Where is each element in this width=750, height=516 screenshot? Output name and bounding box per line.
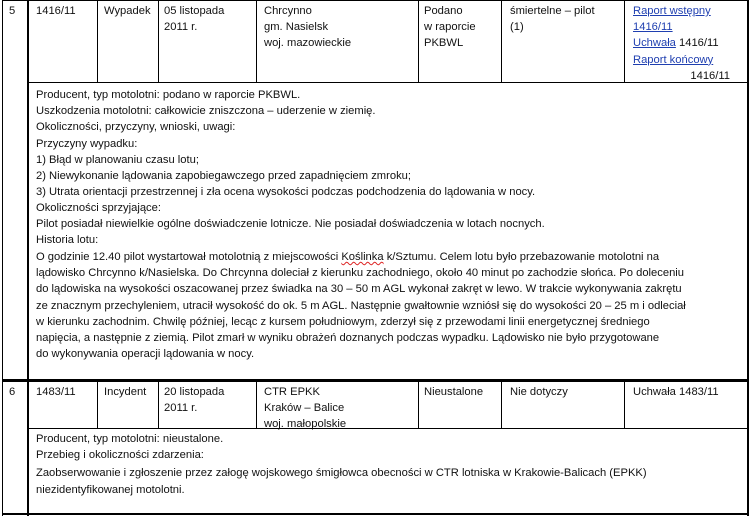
history-text: O godzinie 12.40 pilot wystartował motolotnią z miejscowości — [36, 251, 342, 263]
col-divider — [501, 0, 502, 83]
row6-summary-bottom-rule — [27, 428, 748, 429]
col-divider — [418, 0, 419, 83]
row5-detail-line: 2) Niewykonanie lądowania zapobiegawczego przed zapadnięciem zmroku; — [36, 170, 411, 182]
history-place: Koślinka — [341, 251, 384, 263]
row6-rodzaj: Incydent — [104, 386, 147, 398]
col-divider — [158, 380, 159, 429]
row5-przyczyna: Podano w raporcie PKBWL — [424, 5, 476, 50]
history-line — [36, 249, 659, 265]
col-divider — [97, 0, 98, 83]
uchwala-line — [633, 35, 730, 51]
row5-rodzaj: Wypadek — [104, 5, 151, 17]
history-line: napięcia, a następnie z ziemią. Pilot zmarł w wyniku obrażeń doznanych podczas wypadku. Lądowisko nie było przygotowane — [36, 332, 660, 344]
table-border-left — [2, 0, 3, 516]
row5-data: 05 listopada 2011 r. — [164, 5, 225, 34]
row5-nr: 1416/11 — [36, 5, 76, 17]
history-line: do wykonywania operacji lądowania w nocy. — [36, 348, 255, 360]
row5-miejsce: Chrcynno gm. Nasielsk woj. mazowieckie — [264, 5, 352, 50]
row5-detail-line: Historia lotu: — [36, 234, 99, 246]
row5-detail-line: Przyczyny wypadku: — [36, 138, 138, 150]
history-line: lądowisko Chrcynno k/Nasielska. Do Chrcynna doleciał z kierunku zachodniego, około 40 minut po zachodzie słońca. Po doleceniu — [36, 267, 684, 279]
history-line: w kierunku zachodnim. Chwilę później, lecąc z kursem południowym, zderzył się z przewodami linii energetycznej średniego — [36, 316, 650, 328]
table-border-bottom — [2, 513, 748, 515]
row6-detail-line: niezidentyfikowanej motolotni. — [36, 484, 185, 496]
row5-detail-line: Okoliczności sprzyjające: — [36, 202, 161, 214]
row5-dokumenty — [633, 3, 730, 84]
history-text: k/Sztumu. Celem lotu było przebazowanie motolotni na — [383, 251, 660, 263]
lp-column-divider — [27, 0, 29, 516]
col-divider — [256, 380, 257, 429]
col-divider — [256, 0, 257, 83]
col-divider — [418, 380, 419, 429]
col-divider — [158, 0, 159, 83]
row5-detail-line: Uszkodzenia motolotni: całkowicie zniszczona – uderzenie w ziemię. — [36, 105, 376, 117]
row6-uchwala: Uchwała 1483/11 — [633, 386, 719, 398]
row5-detail-line: Okoliczności, przyczyny, wnioski, uwagi: — [36, 121, 236, 133]
row6-detail-line: Producent, typ motolotni: nieustalone. — [36, 433, 224, 445]
col-divider — [97, 380, 98, 429]
row6-data: 20 listopada 2011 r. — [164, 386, 225, 415]
uchwala-number: 1416/11 — [675, 37, 719, 50]
row6-nr: 1483/11 — [36, 386, 76, 398]
row6-obrazenia: Nie dotyczy — [510, 386, 568, 398]
raport-koncowy-link[interactable]: Raport końcowy — [633, 53, 714, 66]
row6-detail-line: Przebieg i okoliczności zdarzenia: — [36, 449, 204, 461]
uchwala-link[interactable]: Uchwała — [633, 37, 676, 50]
col-divider — [624, 380, 625, 429]
history-line: ze znacznym przechyleniem, utracił wysokość do ok. 5 m AGL. Następnie gwałtownie wzniósł się do wysokości 20 – 25 m i odleciał — [36, 300, 686, 312]
table-border-top — [2, 0, 748, 1]
row5-detail-line: 1) Błąd w planowaniu czasu lotu; — [36, 154, 199, 166]
history-line: do lądowiska na wysokości oszacowanej przez świadka na 30 – 50 m AGL wykonał zakręt w lewo. W trakcie wykonywania zakrętu — [36, 283, 682, 295]
row5-lp: 5 — [9, 5, 16, 17]
row5-detail-line: Producent, typ motolotni: podano w raporcie PKBWL. — [36, 89, 301, 101]
row6-miejsce: CTR EPKK Kraków – Balice woj. małopolskie — [264, 386, 347, 431]
row6-przyczyna: Nieustalone — [424, 386, 484, 398]
col-divider — [501, 380, 502, 429]
row5-detail-line: Pilot posiadał niewielkie ogólne doświadczenie lotnicze. Nie posiadał doświadczenia w lotach nocnych. — [36, 218, 545, 230]
raport-koncowy-number: 1416/11 — [690, 69, 730, 82]
row6-lp: 6 — [9, 386, 16, 398]
row6-detail-line: Zaobserwowanie i zgłoszenie przez załogę wojskowego śmigłowca obecności w CTR lotniska w Krakowie-Balicach (EPKK) — [36, 467, 647, 479]
raport-wstepny-link[interactable]: Raport wstępny 1416/11 — [633, 5, 711, 34]
row5-obrazenia: śmiertelne – pilot (1) — [510, 5, 595, 34]
table-border-right — [747, 0, 749, 516]
col-divider — [624, 0, 625, 83]
row5-detail-line: 3) Utrata orientacji przestrzennej i zła ocena wysokości podczas podchodzenia do lądowania w nocy. — [36, 186, 536, 198]
row-separator — [2, 379, 748, 382]
